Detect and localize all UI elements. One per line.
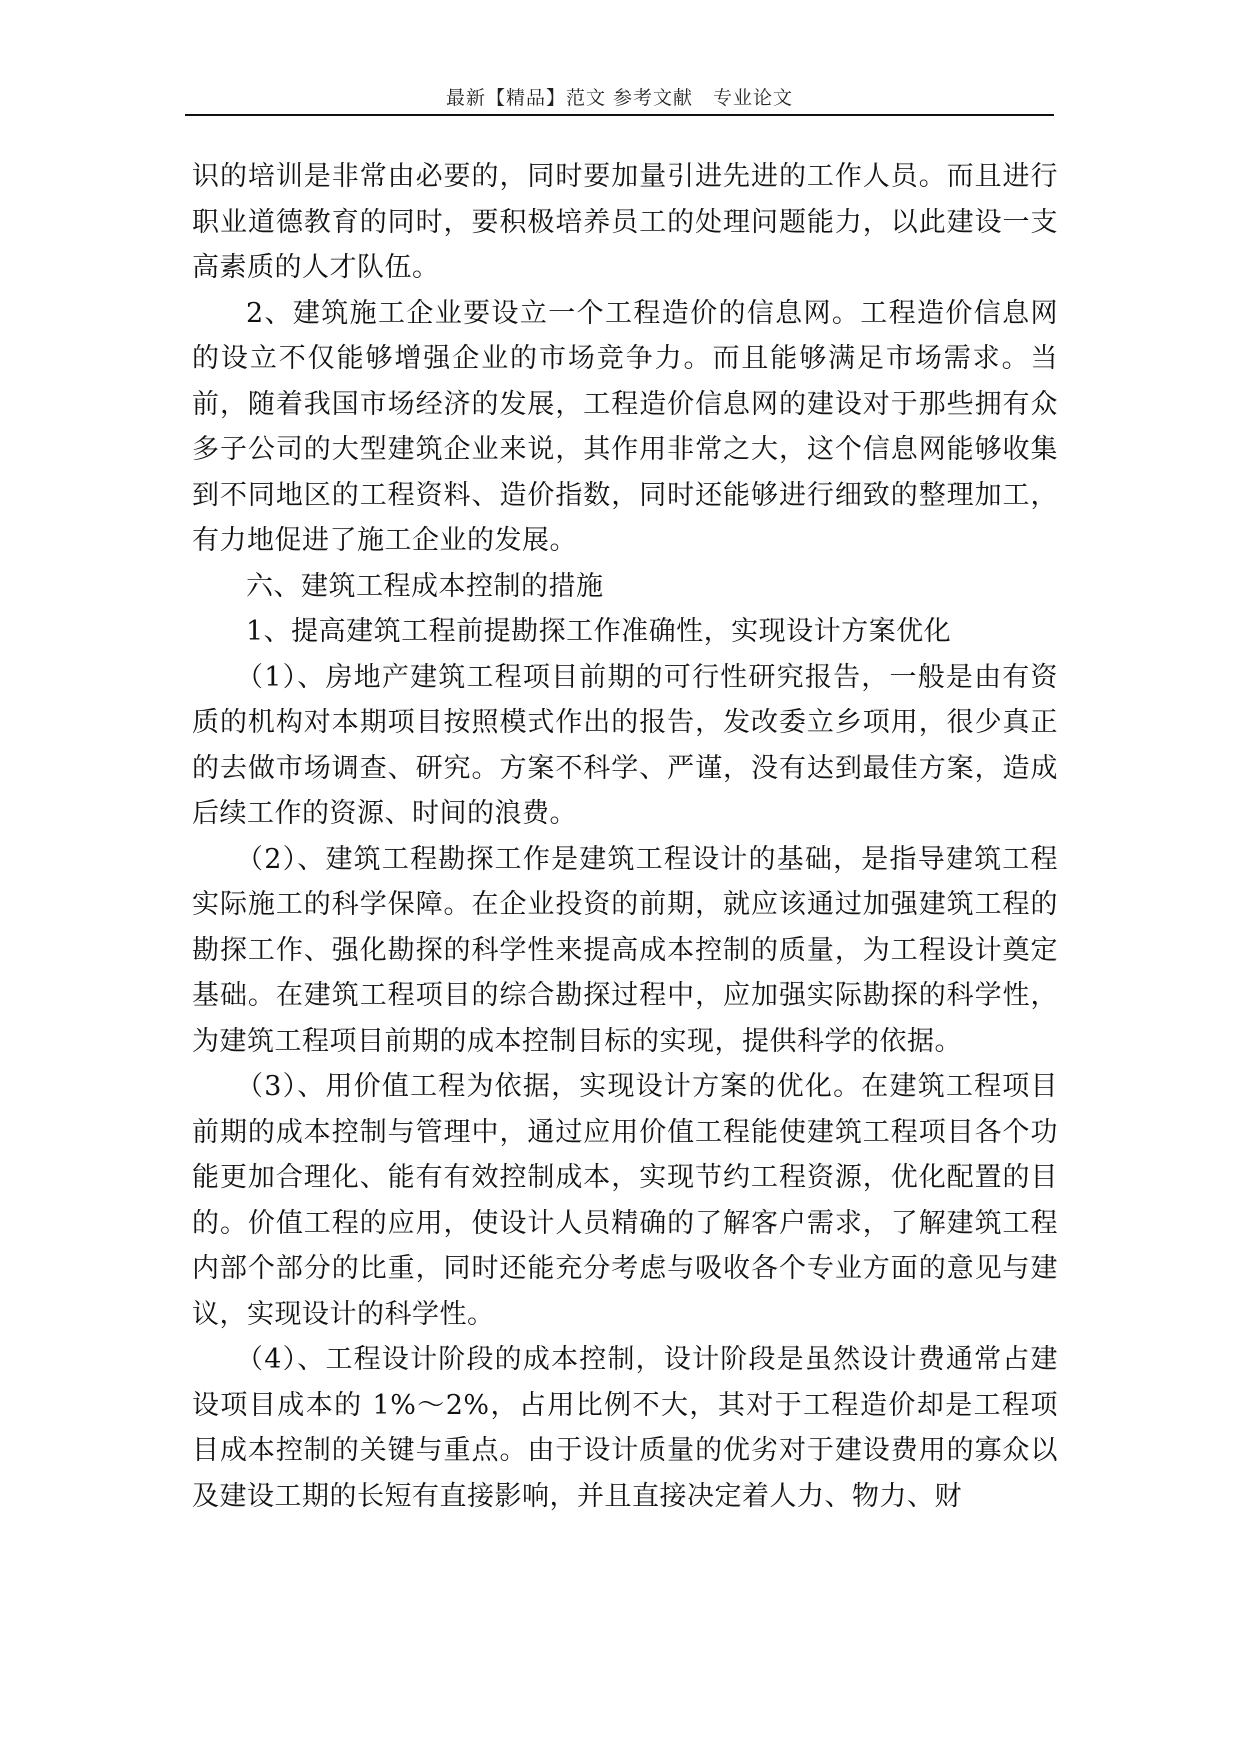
paragraph-survey-work: （2）、建筑工程勘探工作是建筑工程设计的基础，是指导建筑工程实际施工的科学保障。在企业投资的前期，就应该通过加强建筑工程的勘探工作、强化勘探的科学性来提高成本控制的质量，为工程设计奠定基础。在建筑工程项目的综合勘探过程中，应加强实际勘探的科学性，为建筑工程项目前期的成本控制目标的实现，提供科学的依据。 <box>192 843 1058 1057</box>
paragraph-continued: 识的培训是非常由必要的，同时要加量引进先进的工作人员。而且进行职业道德教育的同时，要积极培养员工的处理问题能力，以此建设一支高素质的人才队伍。 <box>192 161 1058 283</box>
paragraph-design-stage: （4）、工程设计阶段的成本控制，设计阶段是虽然设计费通常占建设项目成本的 1%～2%，占用比例不大，其对于工程造价却是工程项目成本控制的关键与重点。由于设计质量的优劣对于建设费用的寡众以及建设工期的长短有直接影响，并且直接决定着人力、物力、财 <box>192 1344 1058 1512</box>
header-divider <box>185 114 1054 116</box>
paragraph-feasibility: （1）、房地产建筑工程项目前期的可行性研究报告，一般是由有资质的机构对本期项目按照模式作出的报告，发改委立乡项用，很少真正的去做市场调查、研究。方案不科学、严谨，没有达到最佳方案，造成后续工作的资源、时间的浪费。 <box>192 661 1058 829</box>
document-body <box>192 154 1058 1519</box>
page-header: 最新【精品】范文 参考文献 专业论文 <box>445 87 794 109</box>
paragraph-info-network: 2、建筑施工企业要设立一个工程造价的信息网。工程造价信息网的设立不仅能够增强企业的市场竞争力。而且能够满足市场需求。当前，随着我国市场经济的发展，工程造价信息网的建设对于那些拥有众多子公司的大型建筑企业来说，其作用非常之大，这个信息网能够收集到不同地区的工程资料、造价指数，同时还能够进行细致的整理加工，有力地促进了施工企业的发展。 <box>192 297 1058 556</box>
subsection-heading-survey: 1、提高建筑工程前提勘探工作准确性，实现设计方案优化 <box>246 616 952 647</box>
section-heading-cost-control: 六、建筑工程成本控制的措施 <box>246 570 604 602</box>
paragraph-value-engineering: （3）、用价值工程为依据，实现设计方案的优化。在建筑工程项目前期的成本控制与管理中，通过应用价值工程能使建筑工程项目各个功能更加合理化、能有有效控制成本，实现节约工程资源，优化配置的目的。价值工程的应用，使设计人员精确的了解客户需求，了解建筑工程内部个部分的比重，同时还能充分考虑与吸收各个专业方面的意见与建议，实现设计的科学性。 <box>192 1071 1058 1330</box>
